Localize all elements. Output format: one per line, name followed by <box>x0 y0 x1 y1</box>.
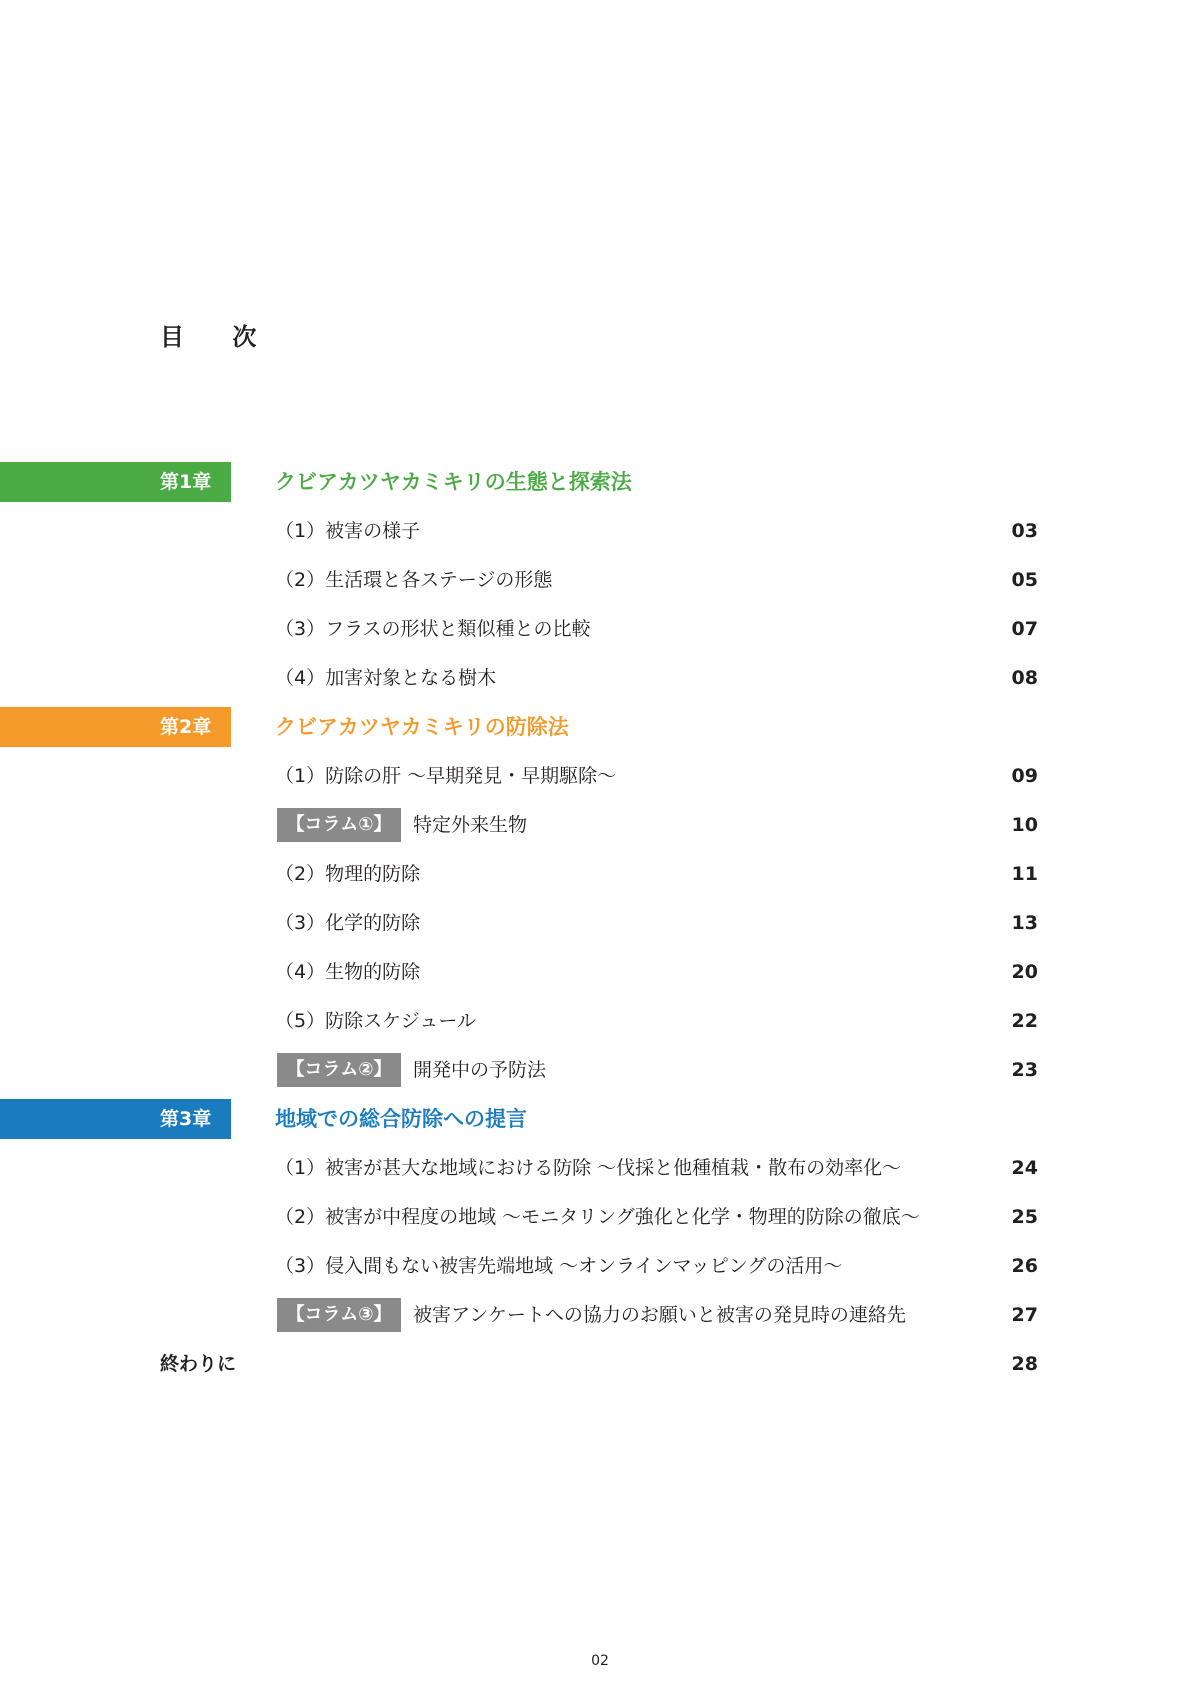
toc-entry-label: （1）被害の様子 <box>275 520 421 542</box>
toc-entry-label: （3）化学的防除 <box>275 912 421 934</box>
chapter-3-title: 地域での総合防除への提言 <box>275 1107 527 1131</box>
toc-entry-page: 11 <box>1011 863 1038 885</box>
toc-column-entry[interactable] <box>0 1295 1200 1335</box>
toc-entry-page: 13 <box>1011 912 1038 934</box>
toc-entry-label: （4）生物的防除 <box>275 961 421 983</box>
toc-entry-page: 09 <box>1011 765 1038 787</box>
toc-column-entry[interactable] <box>0 805 1200 845</box>
toc-entry-label: （2）被害が中程度の地域 ～モニタリング強化と化学・物理的防除の徹底～ <box>275 1206 920 1228</box>
toc-entry[interactable] <box>0 952 1200 992</box>
chapter-3-header[interactable] <box>0 1099 1200 1139</box>
toc-entry-label: 特定外来生物 <box>413 814 528 836</box>
chapter-1-title: クビアカツヤカミキリの生態と探索法 <box>275 470 632 494</box>
chapter-1-header[interactable] <box>0 462 1200 502</box>
toc-entry-label: 被害アンケートへの協力のお願いと被害の発見時の連絡先 <box>413 1304 906 1326</box>
toc-entry-page: 20 <box>1011 961 1038 983</box>
toc-closing-entry[interactable] <box>0 1344 1200 1384</box>
toc-entry-page: 22 <box>1011 1010 1038 1032</box>
column-badge: 【コラム①】 <box>277 808 401 842</box>
toc-entry-page: 24 <box>1011 1157 1038 1179</box>
toc-entry[interactable] <box>0 756 1200 796</box>
toc-entry-page: 28 <box>1011 1353 1038 1375</box>
toc-entry[interactable] <box>0 658 1200 698</box>
toc-entry-page: 27 <box>1011 1304 1038 1326</box>
closing-label: 終わりに <box>160 1353 237 1375</box>
toc-entry[interactable] <box>0 560 1200 600</box>
column-badge: 【コラム③】 <box>277 1298 401 1332</box>
toc-entry-page: 10 <box>1011 814 1038 836</box>
toc-entry-page: 26 <box>1011 1255 1038 1277</box>
toc-entry-page: 23 <box>1011 1059 1038 1081</box>
toc-entry[interactable] <box>0 854 1200 894</box>
toc-entry[interactable] <box>0 1246 1200 1286</box>
footer-page-number: 02 <box>591 1653 609 1669</box>
toc-entry-label: （3）侵入間もない被害先端地域 ～オンラインマッピングの活用～ <box>275 1255 843 1277</box>
toc-entry-label: （5）防除スケジュール <box>275 1010 476 1032</box>
toc-entry[interactable] <box>0 1148 1200 1188</box>
toc-entry[interactable] <box>0 903 1200 943</box>
toc-entry[interactable] <box>0 1197 1200 1237</box>
toc-entry[interactable] <box>0 1001 1200 1041</box>
toc-column-entry[interactable] <box>0 1050 1200 1090</box>
toc-entry-label: （1）防除の肝 ～早期発見・早期駆除～ <box>275 765 617 787</box>
toc-entry-page: 08 <box>1011 667 1038 689</box>
chapter-3-badge: 第3章 <box>0 1099 231 1139</box>
toc-entry-label: （1）被害が甚大な地域における防除 ～伐採と他種植栽・散布の効率化～ <box>275 1157 902 1179</box>
toc-entry[interactable] <box>0 609 1200 649</box>
toc-entry-label: （2）生活環と各ステージの形態 <box>275 569 553 591</box>
toc-entry[interactable] <box>0 511 1200 551</box>
toc-entry-page: 03 <box>1011 520 1038 542</box>
chapter-2-title: クビアカツヤカミキリの防除法 <box>275 715 569 739</box>
chapter-2-header[interactable] <box>0 707 1200 747</box>
toc-entry-label: （3）フラスの形状と類似種との比較 <box>275 618 591 640</box>
toc-entry-label: 開発中の予防法 <box>413 1059 547 1081</box>
toc-entry-label: （2）物理的防除 <box>275 863 421 885</box>
page-title: 目 次 <box>160 323 277 351</box>
chapter-1-badge: 第1章 <box>0 462 231 502</box>
column-badge: 【コラム②】 <box>277 1053 401 1087</box>
toc-entry-page: 05 <box>1011 569 1038 591</box>
toc-entry-page: 07 <box>1011 618 1038 640</box>
chapter-2-badge: 第2章 <box>0 707 231 747</box>
toc-entry-page: 25 <box>1011 1206 1038 1228</box>
toc-entry-label: （4）加害対象となる樹木 <box>275 667 497 689</box>
